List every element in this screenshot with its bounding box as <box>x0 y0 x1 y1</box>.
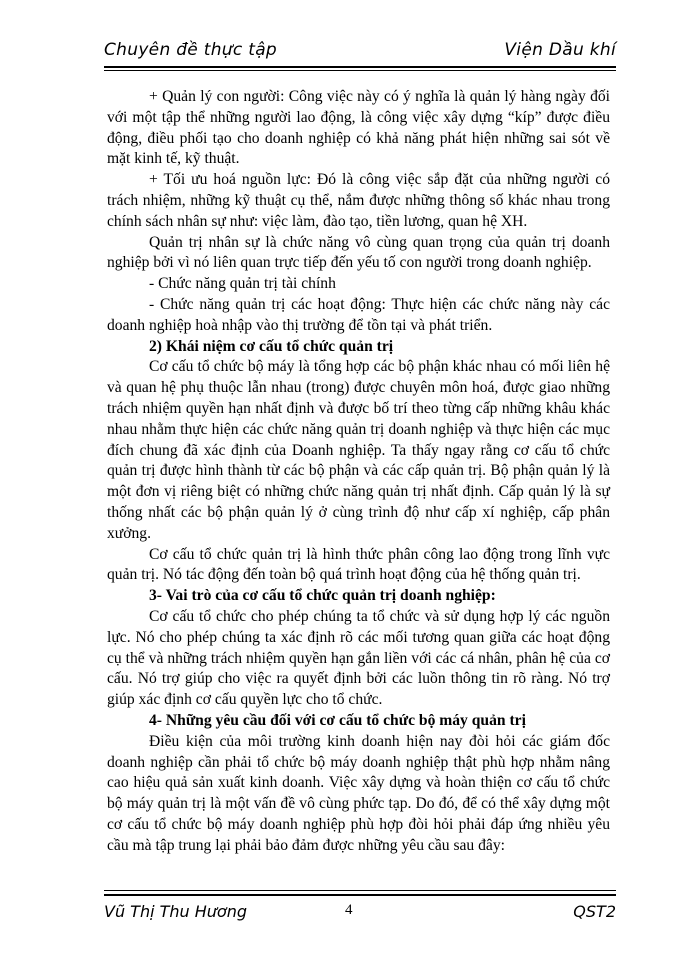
page-number: 4 <box>345 902 353 918</box>
section-heading-3: 3- Vai trò của cơ cấu tổ chức quản trị doanh nghiệp: <box>149 587 496 605</box>
paragraph-human-management: + Quản lý con người: Công việc này có ý nghĩa là quản lý hàng ngày đối với một tập thể những người lao động, là công việc xây dựng “kíp” được điều động, điều phối tạo cho doanh nghiệp có khả năng phát hiện những sai sót về mặt kinh tế, kỹ thuật. <box>107 88 610 168</box>
paragraph-operations-function: - Chức năng quản trị các hoạt động: Thực hiện các chức năng này các doanh nghiệp hoà nhập vào thị trường để tồn tại và phát triển. <box>107 295 610 334</box>
paragraph-finance-function: - Chức năng quản trị tài chính <box>149 275 336 293</box>
header-divider-thin <box>104 70 616 71</box>
paragraph-structure-form: Cơ cấu tổ chức quản trị là hình thức phân công lao động trong lĩnh vực quản trị. Nó tác động đến toàn bộ quá trình hoạt động của hệ thống quản trị. <box>107 545 610 584</box>
page-header <box>104 40 616 66</box>
paragraph-structure-role: Cơ cấu tổ chức cho phép chúng ta tổ chức và sử dụng hợp lý các nguồn lực. Nó cho phép chúng ta xác định rõ các mối tương quan giữa các hoạt động cụ thể và những trách nhiệm quyền hạn gắn liền với các cá nhân, phân hệ của cơ cấu. Nó trợ giúp cho việc ra quyết định bởi các luồn thông tin rõ ràng. Nó trợ giúp xác định cơ cấu quyền lực cho tổ chức. <box>107 607 610 709</box>
section-heading-4: 4- Những yêu cầu đối với cơ cấu tổ chức bộ máy quản trị <box>149 711 526 729</box>
footer-divider-thin <box>104 890 616 891</box>
header-document-title: Chuyên đề thực tập <box>104 40 278 60</box>
header-institution: Viện Dầu khí <box>504 40 616 60</box>
footer-divider <box>104 894 616 896</box>
paragraph-resource-optimization: + Tối ưu hoá nguồn lực: Đó là công việc sắp đặt của những người có trách nhiệm, những kỹ thuật cụ thể, nắm được những thông số khác nhau trong chính sách nhân sự như: việc làm, đào tạo, tiền lương, quan hệ XH. <box>107 171 610 230</box>
footer-class-code: QST2 <box>573 902 616 921</box>
paragraph-structure-definition: Cơ cấu tổ chức bộ máy là tổng hợp các bộ phận khác nhau có mối liên hệ và quan hệ phụ thuộc lẫn nhau (trong) được chuyên môn hoá, được giao những trách nhiệm quyền hạn nhất định và được bố trí theo từng cấp những khâu khác nhau nhằm thực hiện các chức năng quản trị doanh nghiệp và thực hiện các mục đích chung đã xác định của Doanh nghiệp. Ta thấy ngay rằng cơ cấu tổ chức quản trị được hình thành từ các bộ phận và các cấp quản trị. Bộ phận quản lý là một đơn vị riêng biệt có những chức năng quản trị nhất định. Cấp quản lý là sự thống nhất các bộ phận quản lý ở cùng trình độ như cấp xí nghiệp, cấp phân xưởng. <box>107 358 610 542</box>
header-divider <box>104 66 616 68</box>
page-body <box>107 87 610 856</box>
section-heading-2: 2) Khái niệm cơ cấu tổ chức quản trị <box>149 337 394 355</box>
paragraph-structure-requirements: Điều kiện của môi trường kinh doanh hiện nay đòi hỏi các giám đốc doanh nghiệp cần phải tổ chức bộ máy doanh nghiệp thật phù hợp nhằm nâng cao hiệu quả sản xuất kinh doanh. Việc xây dựng và hoàn thiện cơ cấu tổ chức bộ máy quản trị là một vấn đề vô cùng phức tạp. Do đó, để có thể xây dựng một cơ cấu tổ chức bộ máy doanh nghiệp phù hợp đòi hỏi phải đáp ứng nhiều yêu cầu mà tập trung lại phải bảo đảm được những yêu cầu sau đây: <box>107 732 610 854</box>
page-footer <box>104 902 616 926</box>
footer-author: Vũ Thị Thu Hương <box>104 902 248 921</box>
paragraph-hr-role: Quản trị nhân sự là chức năng vô cùng quan trọng của quản trị doanh nghiệp bởi vì nó liên quan trực tiếp đến yếu tố con người trong doanh nghiệp. <box>107 233 610 272</box>
